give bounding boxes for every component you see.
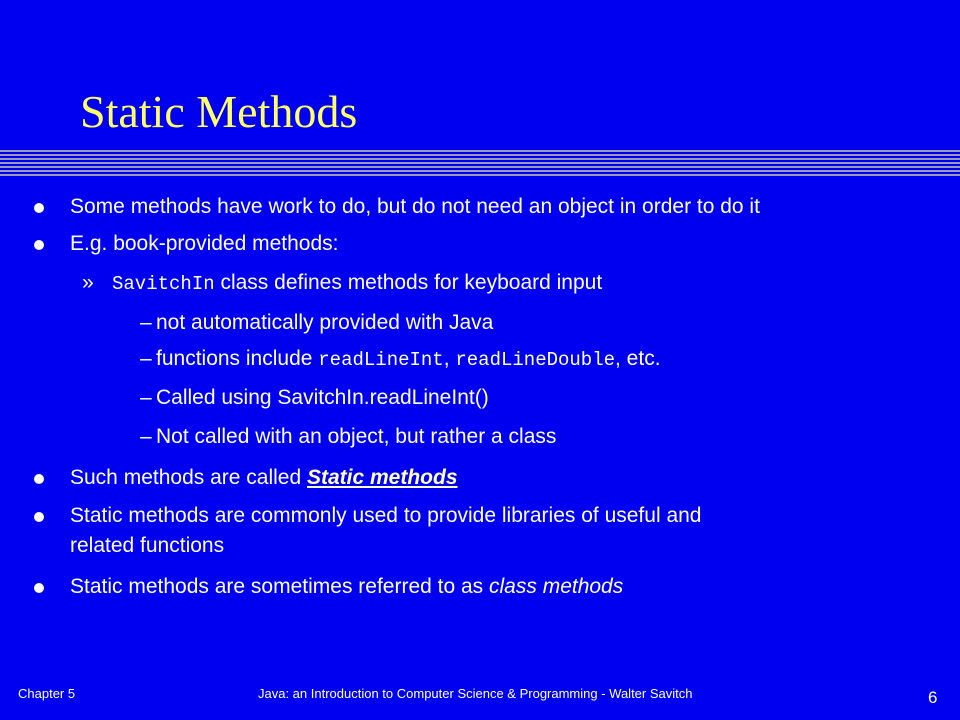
- slide-title: Static Methods: [80, 86, 358, 137]
- dash-item-2-text: functions include: [156, 347, 319, 370]
- bullet-3-text: Such methods are called: [70, 466, 307, 489]
- bullet-5-text: Static methods are sometimes referred to as: [70, 575, 490, 598]
- dash-item-4: Not called with an object, but rather a class: [156, 425, 557, 448]
- dash-icon: –: [140, 386, 152, 409]
- sub-bullet-1-text: class defines methods for keyboard input: [214, 271, 603, 294]
- dash-item-1: not automatically provided with Java: [156, 311, 494, 334]
- dash-item-3: Called using SavitchIn.readLineInt(): [156, 386, 489, 409]
- bullet-3: [70, 465, 458, 491]
- sub-bullet-icon: »: [82, 271, 94, 294]
- code-savitchin: SavitchIn: [112, 273, 215, 295]
- title-divider: [0, 150, 960, 176]
- bullet-5: [70, 574, 623, 600]
- bullet-4-line-2: related functions: [70, 534, 225, 557]
- footer-chapter: Chapter 5: [18, 686, 76, 701]
- dash-item-2-end: , etc.: [615, 347, 661, 370]
- bullet-4-line-1: Static methods are commonly used to provide libraries of useful and: [70, 504, 702, 527]
- bullet-2-text: E.g. book-provided methods:: [70, 232, 339, 255]
- dash-icon: –: [140, 425, 152, 448]
- bullet-icon: [34, 512, 44, 522]
- dash-icon: –: [140, 347, 152, 370]
- dash-item-2-sep: ,: [443, 347, 456, 370]
- code-readlineint: readLineInt: [318, 349, 444, 371]
- term-class-methods: class methods: [489, 575, 624, 598]
- bullet-icon: [34, 240, 44, 250]
- footer-course: Java: an Introduction to Computer Science & Programming - Walter Savitch: [258, 686, 693, 701]
- code-readlinedouble: readLineDouble: [455, 349, 616, 371]
- dash-item-2: [156, 346, 661, 373]
- bullet-icon: [34, 474, 44, 484]
- bullet-icon: [34, 583, 44, 593]
- bullet-icon: [34, 203, 44, 213]
- page-number: 6: [928, 688, 938, 707]
- term-static-methods: Static methods: [306, 466, 458, 489]
- bullet-1-text: Some methods have work to do, but do not need an object in order to do it: [70, 195, 760, 218]
- sub-bullet-1: [112, 270, 602, 297]
- dash-icon: –: [140, 311, 152, 334]
